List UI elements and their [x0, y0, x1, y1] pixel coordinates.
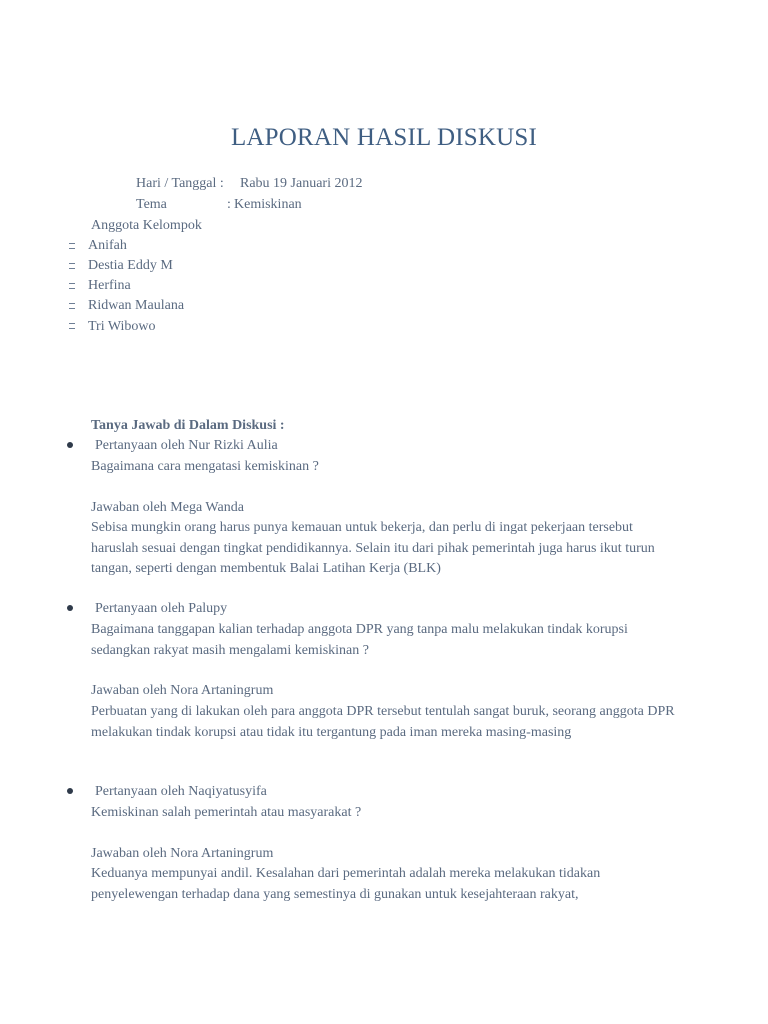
answer-title: Jawaban oleh Mega Wanda [91, 500, 244, 515]
date-label: Hari / Tanggal : [136, 176, 224, 191]
member-item: Tri Wibowo [88, 319, 156, 334]
answer-text: Sebisa mungkin orang harus punya kemauan untuk bekerja, dan perlu di ingat pekerjaan tersebut haruslah sesuai dengan tingkat pendidikannya. Selain itu dari pihak pemerintah juga harus ikut turun tangan, seperti dengan membentuk Balai Latihan Kerja (BLK) [91, 520, 655, 576]
question-title: Pertanyaan oleh Nur Rizki Aulia [95, 438, 278, 453]
list-bullet-icon [68, 322, 78, 330]
list-bullet-icon [68, 242, 78, 250]
document-title: LAPORAN HASIL DISKUSI [230, 124, 538, 151]
member-item: Ridwan Maulana [88, 298, 185, 313]
theme-separator: : [227, 197, 231, 212]
theme-value: Kemiskinan [234, 197, 302, 212]
member-item: Anifah [88, 238, 127, 253]
answer-title: Jawaban oleh Nora Artaningrum [91, 846, 274, 861]
answer-text: Keduanya mempunyai andil. Kesalahan dari pemerintah adalah mereka melakukan tidakan penyelewengan terhadap dana yang semestinya di gunakan untuk kesejahteraan rakyat, [91, 866, 601, 902]
date-value: Rabu 19 Januari 2012 [240, 176, 363, 191]
answer-title: Jawaban oleh Nora Artaningrum [91, 683, 274, 698]
bullet-icon [67, 788, 73, 794]
question-title: Pertanyaan oleh Palupy [95, 601, 228, 616]
members-title: Anggota Kelompok [91, 218, 202, 233]
list-bullet-icon [68, 262, 78, 270]
qa-heading: Tanya Jawab di Dalam Diskusi : [91, 418, 285, 433]
answer-text: Perbuatan yang di lakukan oleh para anggota DPR tersebut tentulah sangat buruk, seorang anggota DPR melakukan tindak korupsi atau tidak itu tergantung pada iman mereka masing-masing [91, 704, 675, 740]
member-item: Herfina [88, 278, 131, 293]
theme-label: Tema [136, 197, 167, 212]
list-bullet-icon [68, 282, 78, 290]
question-title: Pertanyaan oleh Naqiyatusyifa [95, 784, 267, 799]
question-text: Kemiskinan salah pemerintah atau masyarakat ? [91, 805, 362, 820]
bullet-icon [67, 442, 73, 448]
list-bullet-icon [68, 302, 78, 310]
bullet-icon [67, 605, 73, 611]
member-item: Destia Eddy M [88, 258, 173, 273]
question-text: Bagaimana cara mengatasi kemiskinan ? [91, 459, 319, 474]
question-text: Bagaimana tanggapan kalian terhadap anggota DPR yang tanpa malu melakukan tindak korupsi sedangkan rakyat masih mengalami kemiskinan ? [91, 622, 628, 658]
